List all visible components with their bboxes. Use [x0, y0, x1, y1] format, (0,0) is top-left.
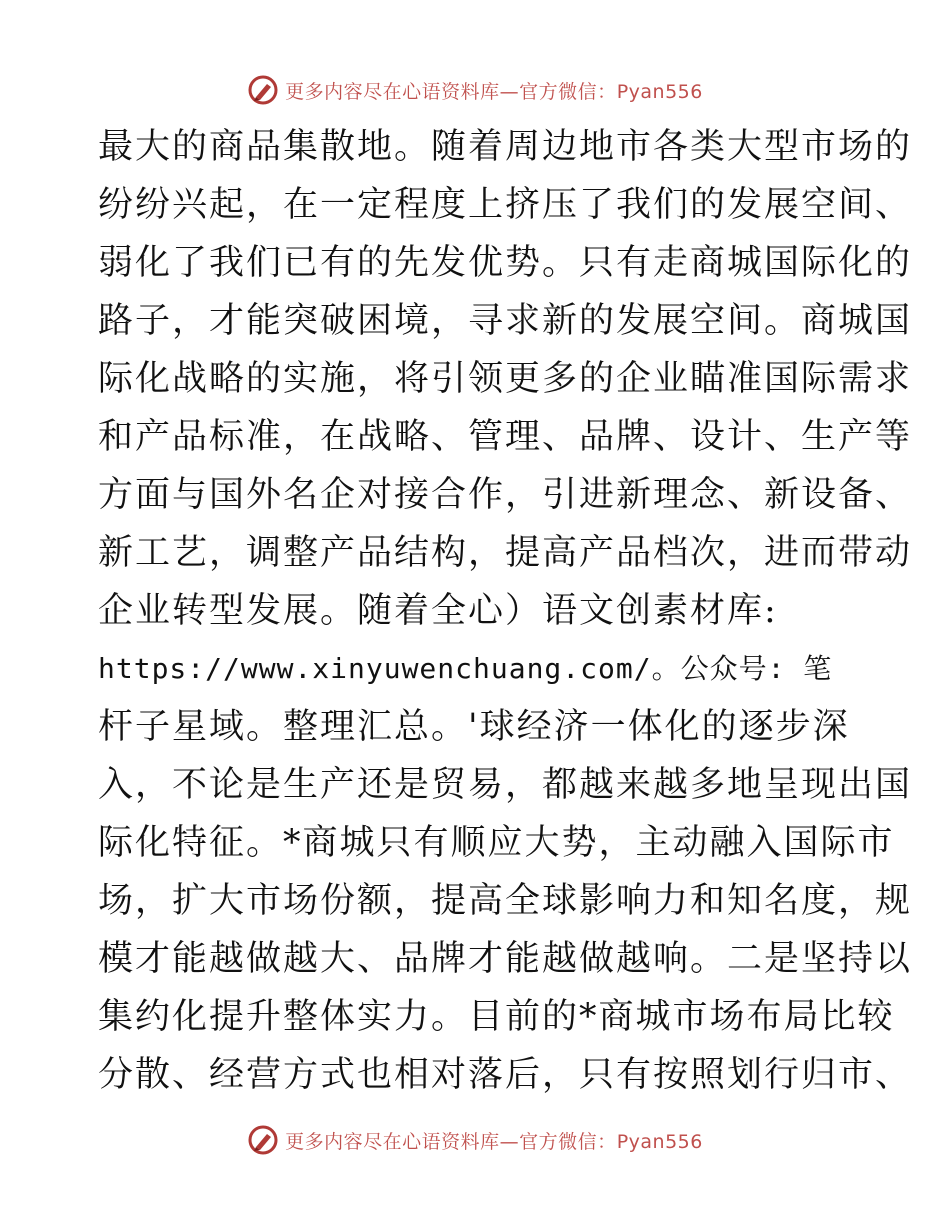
header-wechat-id: Pyan556 — [616, 80, 703, 103]
text-line: 企业转型发展。随着全心）语文创素材库: — [98, 591, 778, 631]
footer-brand: 更多内容尽在心语资料库 — [285, 1130, 500, 1153]
text-line: 分散、经营方式也相对落后，只有按照划行归市、 — [98, 1055, 913, 1095]
text-line: 模才能越做越大、品牌才能越做越响。二是坚持以 — [98, 939, 913, 979]
text-line: 杆子星域。整理汇总。'球经济一体化的逐步深 — [98, 707, 850, 747]
page-header — [0, 70, 950, 110]
pen-logo-icon — [247, 74, 279, 106]
text-line: 场，扩大市场份额，提高全球影响力和知名度，规 — [98, 881, 913, 921]
text-line: 际化特征。*商城只有顺应大势，主动融入国际市 — [98, 823, 895, 863]
footer-brand-text — [285, 1127, 703, 1154]
text-line: 最大的商品集散地。随着周边地市各类大型市场的 — [98, 127, 913, 167]
text-line: 方面与国外名企对接合作，引进新理念、新设备、 — [98, 475, 913, 515]
text-line: 集约化提升整体实力。目前的*商城市场布局比较 — [98, 997, 895, 1037]
text-line-url: https://www.xinyuwenchuang.com/。公众号: 笔 — [98, 652, 833, 685]
text-line: 弱化了我们已有的先发优势。只有走商城国际化的 — [98, 243, 913, 283]
text-line: 新工艺，调整产品结构，提高产品档次，进而带动 — [98, 533, 913, 573]
header-separator: — — [499, 80, 520, 103]
footer-wechat-id: Pyan556 — [616, 1130, 703, 1153]
header-brand-text — [285, 77, 703, 104]
document-body — [98, 118, 913, 1104]
page-footer — [0, 1120, 950, 1160]
header-wechat-label: 官方微信： — [519, 80, 617, 103]
text-line: 纷纷兴起，在一定程度上挤压了我们的发展空间、 — [98, 185, 913, 225]
text-line: 入，不论是生产还是贸易，都越来越多地呈现出国 — [98, 765, 913, 805]
footer-separator: — — [499, 1130, 520, 1153]
text-line: 际化战略的实施，将引领更多的企业瞄准国际需求 — [98, 359, 913, 399]
text-line: 和产品标准，在战略、管理、品牌、设计、生产等 — [98, 417, 913, 457]
pen-logo-icon — [247, 1124, 279, 1156]
header-brand: 更多内容尽在心语资料库 — [285, 80, 500, 103]
footer-wechat-label: 官方微信： — [519, 1130, 617, 1153]
text-line: 路子，才能突破困境，寻求新的发展空间。商城国 — [98, 301, 913, 341]
